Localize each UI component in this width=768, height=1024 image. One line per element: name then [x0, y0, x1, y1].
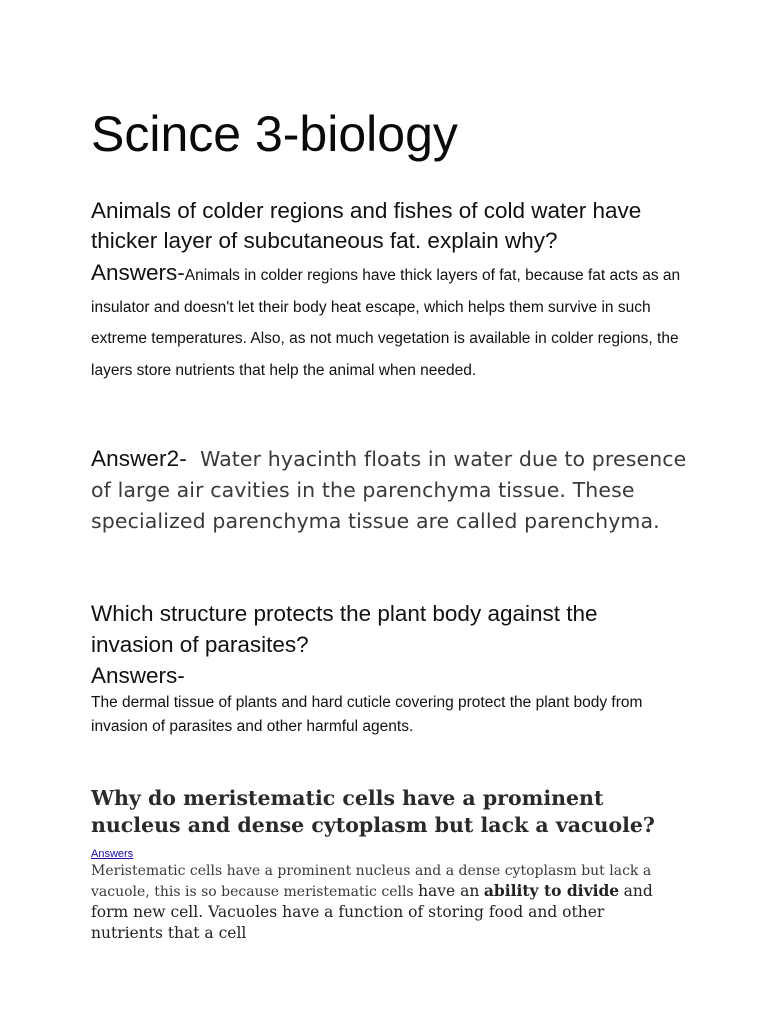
answers-link[interactable]: Answers	[91, 848, 134, 860]
answer-1	[91, 257, 681, 386]
answer-4-part1: Meristematic cells have a prominent nucleus and a dense cytoplasm but lack a vacuole, this is so because meristematic cells	[91, 863, 652, 900]
document-page	[91, 0, 691, 1024]
answer-1-text: Animals in colder regions have thick layers of fat, because fat acts as an insulator and doesn't let their body heat escape, which helps them survive in such extreme temperatures. Also, as not much vegetation is available in colder regions, the layers store nutrients that help the animal when needed.	[91, 267, 681, 379]
answer-4-bold: ability to divide	[483, 881, 620, 900]
answer-2-text: Water hyacinth floats in water due to presence of large air cavities in the parenchyma tissue. These specialized parenchyma tissue are called parenchyma.	[91, 447, 687, 533]
answer-2-label: Answer2-	[91, 446, 187, 471]
question-3: Which structure protects the plant body against the invasion of parasites?	[91, 601, 598, 657]
answer-2	[91, 443, 691, 537]
answer-4	[91, 861, 681, 944]
answer-3-text: The dermal tissue of plants and hard cuticle covering protect the plant body from invasion of parasites and other harmful agents.	[91, 694, 643, 735]
question-1: Animals of colder regions and fishes of cold water have thicker layer of subcutaneous fat. explain why?	[91, 198, 642, 253]
answer-4-part2: have an	[418, 882, 480, 900]
document-title: Scince 3-biology	[91, 106, 458, 162]
question-4: Why do meristematic cells have a prominent nucleus and dense cytoplasm but lack a vacuole?	[91, 786, 655, 837]
answer-3-label: Answers-	[91, 663, 185, 688]
answer-4-part3: and form new cell. Vacuoles have a function of storing food and other nutrients that a cell	[91, 882, 653, 942]
answer-1-label: Answers-	[91, 260, 185, 285]
